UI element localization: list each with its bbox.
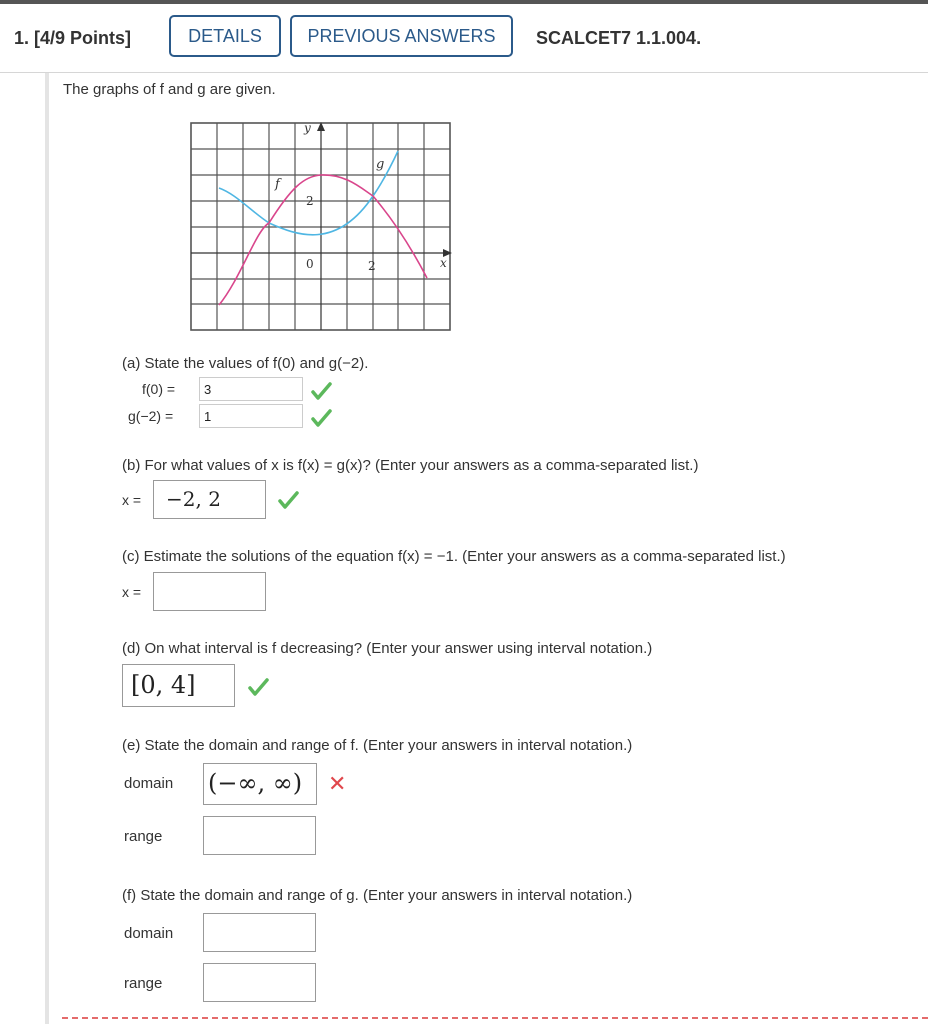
- part-c-answer-input[interactable]: [153, 572, 266, 611]
- part-e-range-input[interactable]: [203, 816, 316, 855]
- graph-tick-x-2: 2: [368, 259, 376, 273]
- question-header: [0, 4, 928, 73]
- part-d-correct-check-icon: [247, 676, 269, 698]
- part-f-range-label: range: [124, 975, 163, 992]
- problem-intro: The graphs of f and g are given.: [63, 81, 276, 98]
- graph-g-label: g: [376, 157, 385, 172]
- part-f-prompt: (f) State the domain and range of g. (Enter your answers in interval notation.): [122, 887, 633, 904]
- graph-tick-y-2: 2: [306, 194, 314, 208]
- part-b-answer-input[interactable]: −2, 2: [153, 480, 266, 519]
- graph-g-curve: [219, 151, 398, 235]
- f0-correct-check-icon: [310, 380, 332, 402]
- g-neg2-correct-check-icon: [310, 407, 332, 429]
- part-c-prompt: (c) Estimate the solutions of the equation f(x) = −1. (Enter your answers as a comma-separated list.): [122, 548, 786, 565]
- question-number: 1. [4/9 Points]: [14, 28, 132, 48]
- part-b-correct-check-icon: [277, 489, 299, 511]
- graph-y-axis-label: y: [304, 121, 311, 135]
- f0-input[interactable]: 3: [199, 377, 303, 401]
- next-section-dashed-border: [62, 1017, 928, 1019]
- graph-f-curve: [219, 175, 427, 305]
- course-code: SCALCET7 1.1.004.: [536, 28, 702, 48]
- part-c-x-label: x =: [122, 584, 142, 600]
- details-button[interactable]: DETAILS: [169, 15, 281, 57]
- previous-answers-button[interactable]: PREVIOUS ANSWERS: [290, 15, 513, 57]
- part-d-prompt: (d) On what interval is f decreasing? (Enter your answer using interval notation.): [122, 640, 653, 657]
- graph-tick-x-0: 0: [306, 257, 314, 271]
- part-d-answer-input[interactable]: [0, 4]: [122, 664, 235, 707]
- f0-label: f(0) =: [142, 381, 176, 397]
- part-e-domain-input[interactable]: (−∞, ∞): [203, 763, 317, 805]
- part-e-prompt: (e) State the domain and range of f. (Enter your answers in interval notation.): [122, 737, 633, 754]
- g-neg2-input[interactable]: 1: [199, 404, 303, 428]
- part-e-domain-label: domain: [124, 775, 174, 792]
- graph-f-label: f: [275, 177, 280, 192]
- part-b-prompt: (b) For what values of x is f(x) = g(x)? (Enter your answers as a comma-separated list.): [122, 457, 699, 474]
- part-b-x-label: x =: [122, 492, 142, 508]
- part-a-prompt: (a) State the values of f(0) and g(−2).: [122, 355, 369, 372]
- part-f-range-input[interactable]: [203, 963, 316, 1002]
- part-f-domain-label: domain: [124, 925, 174, 942]
- part-f-domain-input[interactable]: [203, 913, 316, 952]
- g-neg2-label: g(−2) =: [128, 408, 174, 424]
- function-graph: [186, 118, 456, 336]
- part-e-range-label: range: [124, 828, 163, 845]
- graph-x-axis-label: x: [440, 256, 447, 270]
- graph-axes: [191, 122, 452, 330]
- question-left-rule: [45, 73, 49, 1024]
- part-e-domain-incorrect-x-icon: ✕: [328, 771, 347, 796]
